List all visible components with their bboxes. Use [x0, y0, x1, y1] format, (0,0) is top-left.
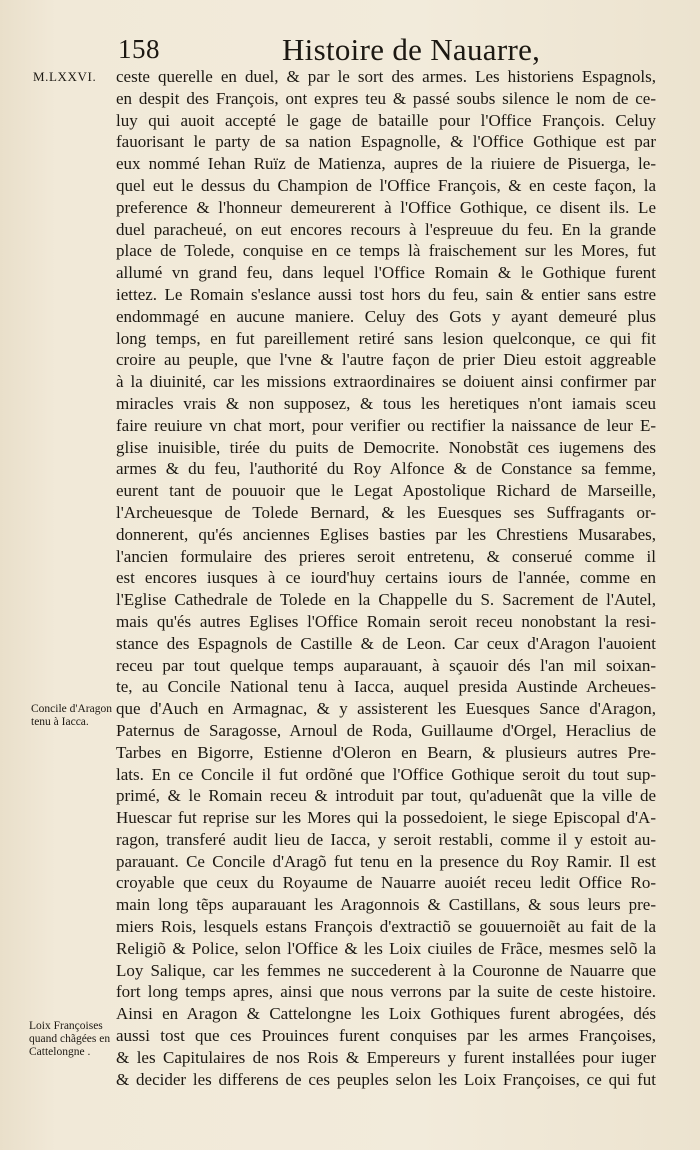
text-line: eurent tant de pouuoir que le Legat Apostolique Richard de Marseille,: [116, 481, 656, 501]
text-line: primé, & le Romain receu & introduit par tout, qu'aduenãt que la ville de: [116, 786, 656, 806]
text-line: en despit des François, ont expres teu & passé soubs silence le nom de ce-: [116, 88, 656, 108]
side-note-line: Concile d'Aragon: [31, 703, 112, 715]
text-line: fauorisant le party de sa nation Espagnolle, & l'Office Gothique est par: [116, 132, 656, 152]
text-line: à la diuinité, car les missions extraordinaires se doiuent ainsi confirmer par: [116, 372, 656, 392]
text-line: & les Capitulaires de nos Rois & Empereurs y furent installées pour iuger: [116, 1047, 656, 1067]
side-note-line: tenu à Iacca.: [31, 716, 89, 728]
side-note-line: Loix Françoises: [29, 1020, 103, 1032]
text-line: Tarbes en Bigorre, Estienne d'Oleron en Bearn, & plusieurs autres Pre-: [116, 742, 656, 762]
text-line: croire au peuple, que l'vne & l'autre façon de prier Dieu estoit aggreable: [116, 350, 656, 370]
text-line: miracles vrais & non supposez, & tous les heretiques n'ont iamais sceu: [116, 393, 656, 413]
text-line: Paternus de Saragosse, Arnoul de Roda, Guillaume d'Orgel, Heraclius de: [116, 720, 656, 740]
text-line: lats. En ce Concile il fut ordõné que l'Office Gothique seroit du tout sup-: [116, 764, 656, 784]
text-line: place de Tolede, conquise en ce temps là fraischement sur les Mores, fut: [116, 241, 656, 261]
text-line: l'Eglise Cathedrale de Tolede en la Chappelle du S. Sacrement de l'Autel,: [116, 590, 656, 610]
text-line: eux nommé Iehan Ruïz de Matienza, aupres de la riuiere de Pisuerga, le-: [116, 154, 656, 174]
text-line: iettez. Le Romain s'eslance aussi tost hors du feu, sain & entier sans estre: [116, 284, 656, 304]
body-text: [116, 66, 656, 1090]
text-line: croyable que ceux du Royaume de Nauarre auoiét receu ledit Office Ro-: [116, 873, 656, 893]
text-line: mais qu'és autres Eglises l'Office Romain seroit receu nonobstant la resi-: [116, 611, 656, 631]
text-line: allumé vn grand feu, dans lequel l'Office Romain & le Gothique furent: [116, 263, 656, 283]
text-line: Loy Salique, car les femmes ne succederent à la Couronne de Nauarre que: [116, 960, 656, 980]
text-line: & decider les differens de ces peuples selon les Loix Françoises, ce qui fut: [116, 1069, 656, 1089]
text-line: duel paracheué, on eut encores recours à l'espreuue du feu. En la grande: [116, 219, 656, 239]
text-line: ceste querelle en duel, & par le sort des armes. Les historiens Espagnols,: [116, 67, 656, 86]
text-line: aussi tost que ces Prouinces furent conquises par les armes Françoises,: [116, 1026, 656, 1046]
text-line: long temps, en fut pareillement retiré sans lesion quelconque, ce qui fit: [116, 328, 656, 348]
text-line: te, au Concile National tenu à Iacca, auquel presida Austinde Archeues-: [116, 677, 656, 697]
text-line: que d'Auch en Armagnac, & y assisterent les Euesques Sance d'Aragon,: [116, 699, 656, 719]
text-line: armes & du feu, l'authorité du Roy Alfonce & de Constance sa femme,: [116, 459, 656, 479]
text-line: parauant. Ce Concile d'Aragõ fut tenu en la presence du Roy Ramir. Il est: [116, 851, 656, 871]
text-line: fort long temps apres, ainsi que nous verrons par la suite de ceste histoire.: [116, 982, 656, 1002]
text-line: est encores iusques à ce iourd'huy certains iours de l'année, comme en: [116, 568, 656, 588]
text-line: Religiõ & Police, selon l'Office & les Loix ciuiles de Frãce, mesmes selõ la: [116, 938, 656, 958]
text-line: quel eut le dessus du Champion de l'Office François, & en ceste façon, la: [116, 175, 656, 195]
text-line: endommagé en aucune maniere. Celuy des Gots y ayant demeuré plus: [116, 306, 656, 326]
side-note-loix-francoises: [29, 1020, 110, 1059]
text-line: l'Archeuesque de Tolede Bernard, & les Euesques ses Suffragants or-: [116, 502, 656, 522]
page-number: 158: [118, 34, 160, 64]
side-note-line: Cattelongne .: [29, 1046, 91, 1058]
side-note-line: quand chãgées en: [29, 1033, 111, 1045]
text-line: preference & l'honneur demeurerent à l'Office Gothique, ce disent ils. Le: [116, 197, 656, 217]
text-line: donnerent, qu'és anciennes Eglises basties par les Chrestiens Musarabes,: [116, 524, 656, 544]
text-line: l'ancien formulaire des prieres seroit entretenu, & conserué comme il: [116, 546, 656, 566]
text-line: receu par tout quelque temps auparauant, à sçauoir dés l'an mil soixan-: [116, 655, 656, 675]
text-line: stance des Espagnols de Castille & de Leon. Car ceux d'Aragon l'auoient: [116, 633, 656, 653]
text-line: luy qui auoit accepté le gage de bataille pour l'Office François. Celuy: [116, 110, 656, 130]
text-line: ragon, transferé audit lieu de Iacca, y seroit restabli, comme il y estoit au-: [116, 829, 656, 849]
running-title: Histoire de Nauarre,: [282, 32, 541, 67]
text-line: Ainsi en Aragon & Cattelongne les Loix Gothiques furent abrogées, dés: [116, 1004, 656, 1024]
side-note-concile-aragon: [31, 703, 112, 729]
text-line: main long tẽps auparauant les Aragonnois & Castillans, & sous leurs pre-: [116, 895, 656, 915]
text-line: faire reuiure vn chat mort, pour verifier ou rectifier la naissance de leur E-: [116, 415, 656, 435]
text-line: Huescar fut reprise sur les Mores qui la possedoient, le siege Episcopal d'A-: [116, 808, 656, 828]
text-line: glise inuisible, tirée du puits de Democrite. Nonobstãt ces iugemens des: [116, 437, 656, 457]
margin-year: M.LXXVI.: [33, 69, 97, 84]
text-line: miers Rois, lesquels estans François d'extractiõ se gouuernoiẽt au fait de la: [116, 917, 656, 937]
